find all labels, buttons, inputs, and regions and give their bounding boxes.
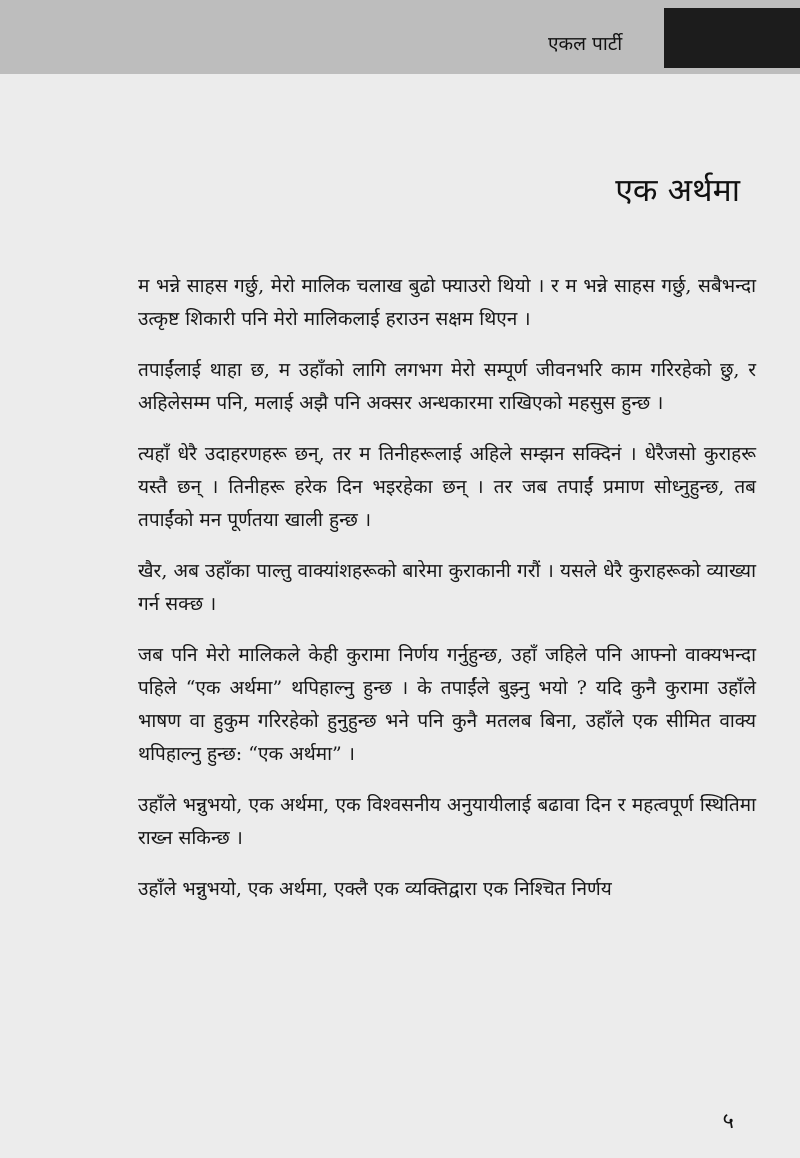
paragraph: म भन्ने साहस गर्छु, मेरो मालिक चलाख बुढो फ्याउरो थियो । र म भन्ने साहस गर्छु, सबैभन्दा उत्कृष्ट शिकारी पनि मेरो मालिकलाई हराउन सक्षम थिएन । (138, 275, 756, 330)
paragraph: त्यहाँ धेरै उदाहरणहरू छन्, तर म तिनीहरूलाई अहिले सम्झन सक्दिनं । धेरैजसो कुराहरू यस्तै छन् । तिनीहरू हरेक दिन भइरहेका छन् । तर जब तपाईं प्रमाण सोध्नुहुन्छ, तब तपाईंको मन पूर्णतया खाली हुन्छ । (138, 443, 756, 531)
paragraph: उहाँले भन्नुभयो, एक अर्थमा, एक विश्वसनीय अनुयायीलाई बढावा दिन र महत्वपूर्ण स्थितिमा राख्न सकिन्छ । (138, 794, 756, 849)
body-text (138, 270, 756, 1090)
paragraph: उहाँले भन्नुभयो, एक अर्थमा, एक्लै एक व्यक्तिद्वारा एक निश्चित निर्णय (138, 878, 612, 900)
running-header (0, 0, 800, 74)
chapter-title: एक अर्थमा (615, 171, 740, 209)
page-number: ५ (722, 1109, 734, 1134)
paragraph: जब पनि मेरो मालिकले केही कुरामा निर्णय गर्नुहुन्छ, उहाँ जहिले पनि आफ्नो वाक्यभन्दा पहिले “एक अर्थमा” थपिहाल्नु हुन्छ । के तपाईंले बुझ्नु भयो ? यदि कुनै कुरामा उहाँले भाषण वा हुकुम गरिरहेको हुनुहुन्छ भने पनि कुनै मतलब बिना, उहाँले एक सीमित वाक्य थपिहाल्नु हुन्छ: “एक अर्थमा” । (138, 644, 756, 765)
paragraph: खैर, अब उहाँका पाल्तु वाक्यांशहरूको बारेमा कुराकानी गरौं । यसले धेरै कुराहरूको व्याख्या गर्न सक्छ । (138, 560, 756, 615)
paragraph: तपाईंलाई थाहा छ, म उहाँको लागि लगभग मेरो सम्पूर्ण जीवनभरि काम गरिरहेको छु, र अहिलेसम्म पनि, मलाई अझै पनि अक्सर अन्धकारमा राखिएको महसुस हुन्छ । (138, 359, 756, 414)
header-dark-block (664, 8, 800, 68)
running-title: एकल पार्टी (548, 33, 623, 55)
